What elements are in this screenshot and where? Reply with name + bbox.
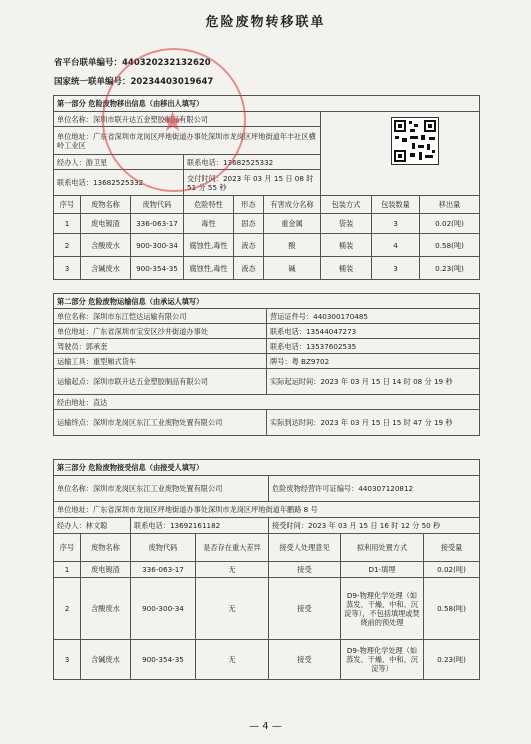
seal-star-icon: ★ <box>160 105 186 138</box>
col-header: 接受量 <box>424 534 480 562</box>
qr-code-icon <box>392 118 438 164</box>
cell: 碱 <box>264 257 321 280</box>
part2-table <box>53 293 480 436</box>
col-header: 包装方式 <box>321 196 372 214</box>
col-header: 序号 <box>54 534 81 562</box>
col-header: 包装数量 <box>372 196 420 214</box>
national-number: 国家统一联单编号：20234403019647 <box>54 77 214 87</box>
cell: 固态 <box>234 214 264 234</box>
cell: 酸 <box>264 234 321 257</box>
part2-unit-name: 单位名称：深圳市东江恺达运输有限公司 <box>54 309 267 324</box>
part2-unit-address: 单位地址：广东省深圳市宝安区沙井街道办事处 <box>54 324 267 339</box>
part3-license: 危险废物经营许可证编号：440307120812 <box>269 476 480 502</box>
cell: 336-063-17 <box>131 214 184 234</box>
part2-driver-phone: 联系电话：13537602535 <box>267 339 480 354</box>
cell: 2 <box>54 578 81 640</box>
col-header: 废物代码 <box>131 196 184 214</box>
cell: 接受 <box>269 640 341 680</box>
part1-handover-time: 交付时间：2023 年 03 月 15 日 08 时 51 分 55 秒 <box>184 170 321 196</box>
part2-depart-time: 实际起运时间：2023 年 03 月 15 日 14 时 08 分 19 秒 <box>267 369 480 395</box>
table-row <box>54 578 480 640</box>
cell: D1-填埋 <box>341 562 424 578</box>
cell: 4 <box>372 234 420 257</box>
cell: 无 <box>196 578 269 640</box>
cell: 3 <box>54 640 81 680</box>
part3-table <box>53 459 480 680</box>
cell: 重金属 <box>264 214 321 234</box>
cell: 0.02(吨) <box>420 214 480 234</box>
cell: 含碱废水 <box>81 257 131 280</box>
part2-origin: 运输起点：深圳市联升达五金塑胶制品有限公司 <box>54 369 267 395</box>
col-header: 废物名称 <box>81 534 131 562</box>
cell: 无 <box>196 640 269 680</box>
cell: 腐蚀性,毒性 <box>184 257 234 280</box>
cell: 含酸废水 <box>81 578 131 640</box>
part2-heading: 第二部分 危险废物运输信息（由承运人填写） <box>54 294 480 309</box>
part2-driver: 驾驶员：郭承奎 <box>54 339 267 354</box>
part1-unit-name: 单位名称：深圳市联升达五金塑胶制品有限公司 <box>54 112 321 127</box>
cell: 900-354-35 <box>131 257 184 280</box>
col-header: 移出量 <box>420 196 480 214</box>
cell: 袋装 <box>321 214 372 234</box>
part3-unit-address: 单位地址：广东省深圳市龙岗区坪地街道办事处深圳市龙岗区坪地街道年鹏路 8 号 <box>54 502 480 518</box>
part3-phone: 联系电话：13692161182 <box>131 518 269 534</box>
cell: 液态 <box>234 257 264 280</box>
part1-phone: 联系电话：13682525332 <box>54 170 184 196</box>
col-header: 废物名称 <box>81 196 131 214</box>
col-header: 废物代码 <box>131 534 196 562</box>
part2-phone: 联系电话：13544047273 <box>267 324 480 339</box>
cell: 毒性 <box>184 214 234 234</box>
col-header: 序号 <box>54 196 81 214</box>
qr-code <box>391 117 439 165</box>
col-header: 接受人处理意见 <box>269 534 341 562</box>
cell: 336-063-17 <box>131 562 196 578</box>
document-title: 危险废物转移联单 <box>205 15 326 30</box>
cell: 0.58(吨) <box>420 234 480 257</box>
cell: 桶装 <box>321 234 372 257</box>
table-row <box>54 640 480 680</box>
cell: 900-354-35 <box>131 640 196 680</box>
cell: 1 <box>54 214 81 234</box>
col-header: 形态 <box>234 196 264 214</box>
cell: 无 <box>196 562 269 578</box>
table-row <box>54 562 480 578</box>
cell: 0.58(吨) <box>424 578 480 640</box>
part2-plate: 牌号：粤 BZ9702 <box>267 354 480 369</box>
part2-permit: 营运证件号：440300170485 <box>267 309 480 324</box>
part2-via: 经由地址：直达 <box>54 395 480 410</box>
cell: 桶装 <box>321 257 372 280</box>
cell: 0.02(吨) <box>424 562 480 578</box>
part1-heading: 第一部分 危险废物移出信息（由移出人填写） <box>54 96 480 112</box>
cell: 废电镀渣 <box>81 562 131 578</box>
part2-destination: 运输终点：深圳市龙岗区东江工业废物处置有限公司 <box>54 410 267 436</box>
col-header: 拟利用处置方式 <box>341 534 424 562</box>
cell: 废电镀渣 <box>81 214 131 234</box>
table-row <box>54 234 480 257</box>
part1-unit-address: 单位地址：广东省深圳市龙岗区坪地街道办事处深圳市龙岗区坪地街道年丰社区横岭工业区 <box>54 127 321 155</box>
cell: 液态 <box>234 234 264 257</box>
cell: 1 <box>54 562 81 578</box>
cell: 900-300-34 <box>131 578 196 640</box>
col-header: 有害成分名称 <box>264 196 321 214</box>
part1-contact-phone: 联系电话：13682525332 <box>184 155 321 170</box>
col-header: 危险特性 <box>184 196 234 214</box>
cell: 0.23(吨) <box>424 640 480 680</box>
part3-heading: 第三部分 危险废物接受信息（由接受人填写） <box>54 460 480 476</box>
table-row <box>54 257 480 280</box>
cell: 0.23(吨) <box>420 257 480 280</box>
part3-handler: 经办人：林文聪 <box>54 518 131 534</box>
cell: 含碱废水 <box>81 640 131 680</box>
cell: 3 <box>372 257 420 280</box>
page-number: — 4 — <box>249 721 282 732</box>
part1-handler: 经办人：游卫星 <box>54 155 184 170</box>
cell: D9-物理化学处理（如蒸发、干燥、中和、沉淀等），不包括填埋或焚烧前的预处理 <box>341 578 424 640</box>
part3-receive-time: 接受时间：2023 年 03 月 15 日 16 时 12 分 50 秒 <box>269 518 480 534</box>
cell: 含酸废水 <box>81 234 131 257</box>
cell: 900-300-34 <box>131 234 184 257</box>
cell: 腐蚀性,毒性 <box>184 234 234 257</box>
cell: D9-物理化学处理（如蒸发、干燥、中和、沉淀等） <box>341 640 424 680</box>
cell: 2 <box>54 234 81 257</box>
part2-vehicle: 运输工具：重型厢式货车 <box>54 354 267 369</box>
part3-unit-name: 单位名称：深圳市龙岗区东江工业废物处置有限公司 <box>54 476 269 502</box>
col-header: 是否存在重大差异 <box>196 534 269 562</box>
cell: 3 <box>54 257 81 280</box>
table-row <box>54 214 480 234</box>
provincial-number: 省平台联单编号：440320232132620 <box>54 58 211 68</box>
cell: 接受 <box>269 578 341 640</box>
cell: 接受 <box>269 562 341 578</box>
cell: 3 <box>372 214 420 234</box>
part2-arrive-time: 实际到达时间：2023 年 03 月 15 日 15 时 47 分 19 秒 <box>267 410 480 436</box>
